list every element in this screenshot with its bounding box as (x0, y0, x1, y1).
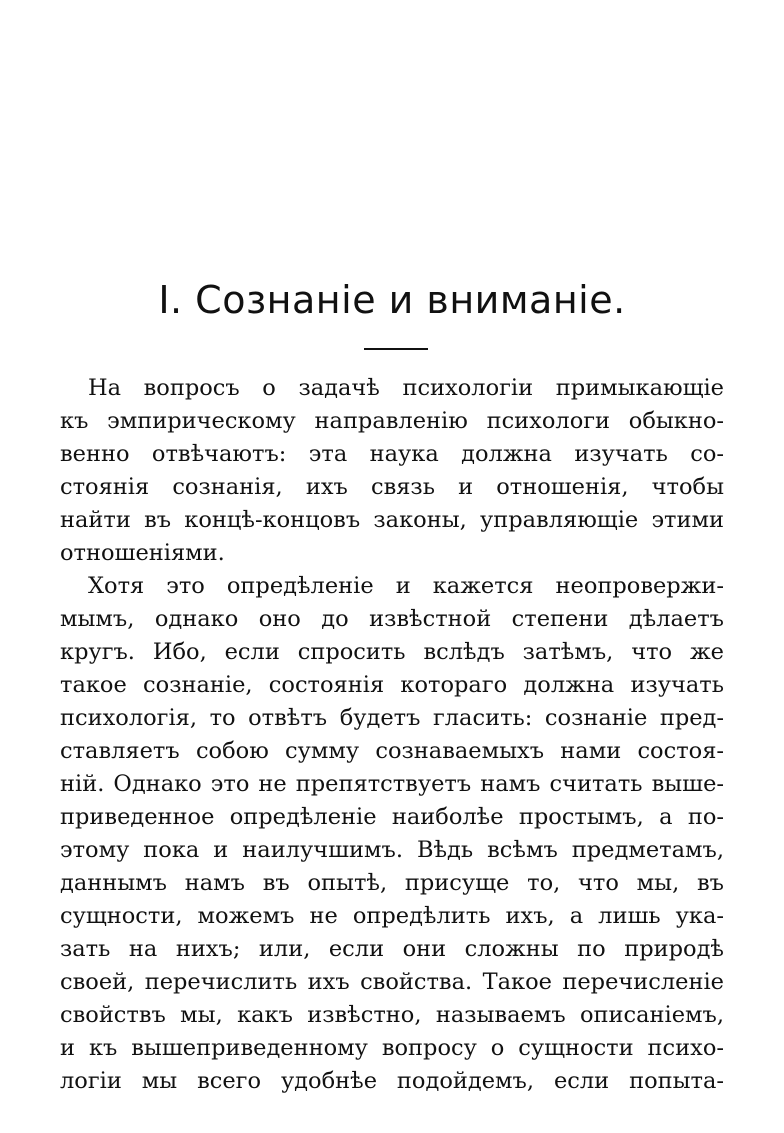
text-line: такое сознаніе, состоянія котораго должна изучать (60, 672, 724, 698)
body-text (60, 372, 724, 1098)
text-line: психологія, то отвѣтъ будетъ гласить: сознаніе пред- (60, 705, 724, 731)
text-line: мымъ, однако оно до извѣстной степени дѣлаетъ (60, 606, 724, 632)
text-line: свойствъ мы, какъ извѣстно, называемъ описаніемъ, (60, 1002, 724, 1028)
text-line: ній. Однако это не препятствуетъ намъ считать выше- (60, 771, 724, 797)
text-line: къ эмпирическому направленію психологи обыкно- (60, 408, 724, 434)
text-line: и къ вышеприведенному вопросу о сущности психо- (60, 1035, 724, 1061)
chapter-title: I. Сознаніе и вниманіе. (158, 278, 626, 322)
text-line: сущности, можемъ не опредѣлить ихъ, а лишь ука- (60, 903, 724, 929)
text-line: кругъ. Ибо, если спросить вслѣдъ затѣмъ, что же (60, 639, 724, 665)
text-line: ставляетъ собою сумму сознаваемыхъ нами состоя- (60, 738, 724, 764)
title-divider (364, 348, 428, 350)
paragraph-2 (60, 570, 724, 1098)
text-line: На вопросъ о задачѣ психологіи примыкающіе (88, 375, 724, 401)
paragraph-1 (60, 372, 724, 570)
text-line: венно отвѣчаютъ: эта наука должна изучать со- (60, 441, 724, 467)
text-line: зать на нихъ; или, если они сложны по природѣ (60, 936, 724, 962)
text-line: найти въ концѣ-концовъ законы, управляющіе этими (60, 507, 724, 533)
text-line: приведенное опредѣленіе наиболѣе простымъ, а по- (60, 804, 724, 830)
text-line: своей, перечислить ихъ свойства. Такое перечисленіе (60, 969, 724, 995)
text-line: даннымъ намъ въ опытѣ, присуще то, что мы, въ (60, 870, 724, 896)
text-line: отношеніями. (60, 540, 225, 566)
text-line: Хотя это опредѣленіе и кажется неопровержи- (88, 573, 724, 599)
text-line: этому пока и наилучшимъ. Вѣдь всѣмъ предметамъ, (60, 837, 724, 863)
text-line: логіи мы всего удобнѣе подойдемъ, если попыта- (60, 1068, 724, 1094)
text-line: стоянія сознанія, ихъ связь и отношенія, чтобы (60, 474, 724, 500)
